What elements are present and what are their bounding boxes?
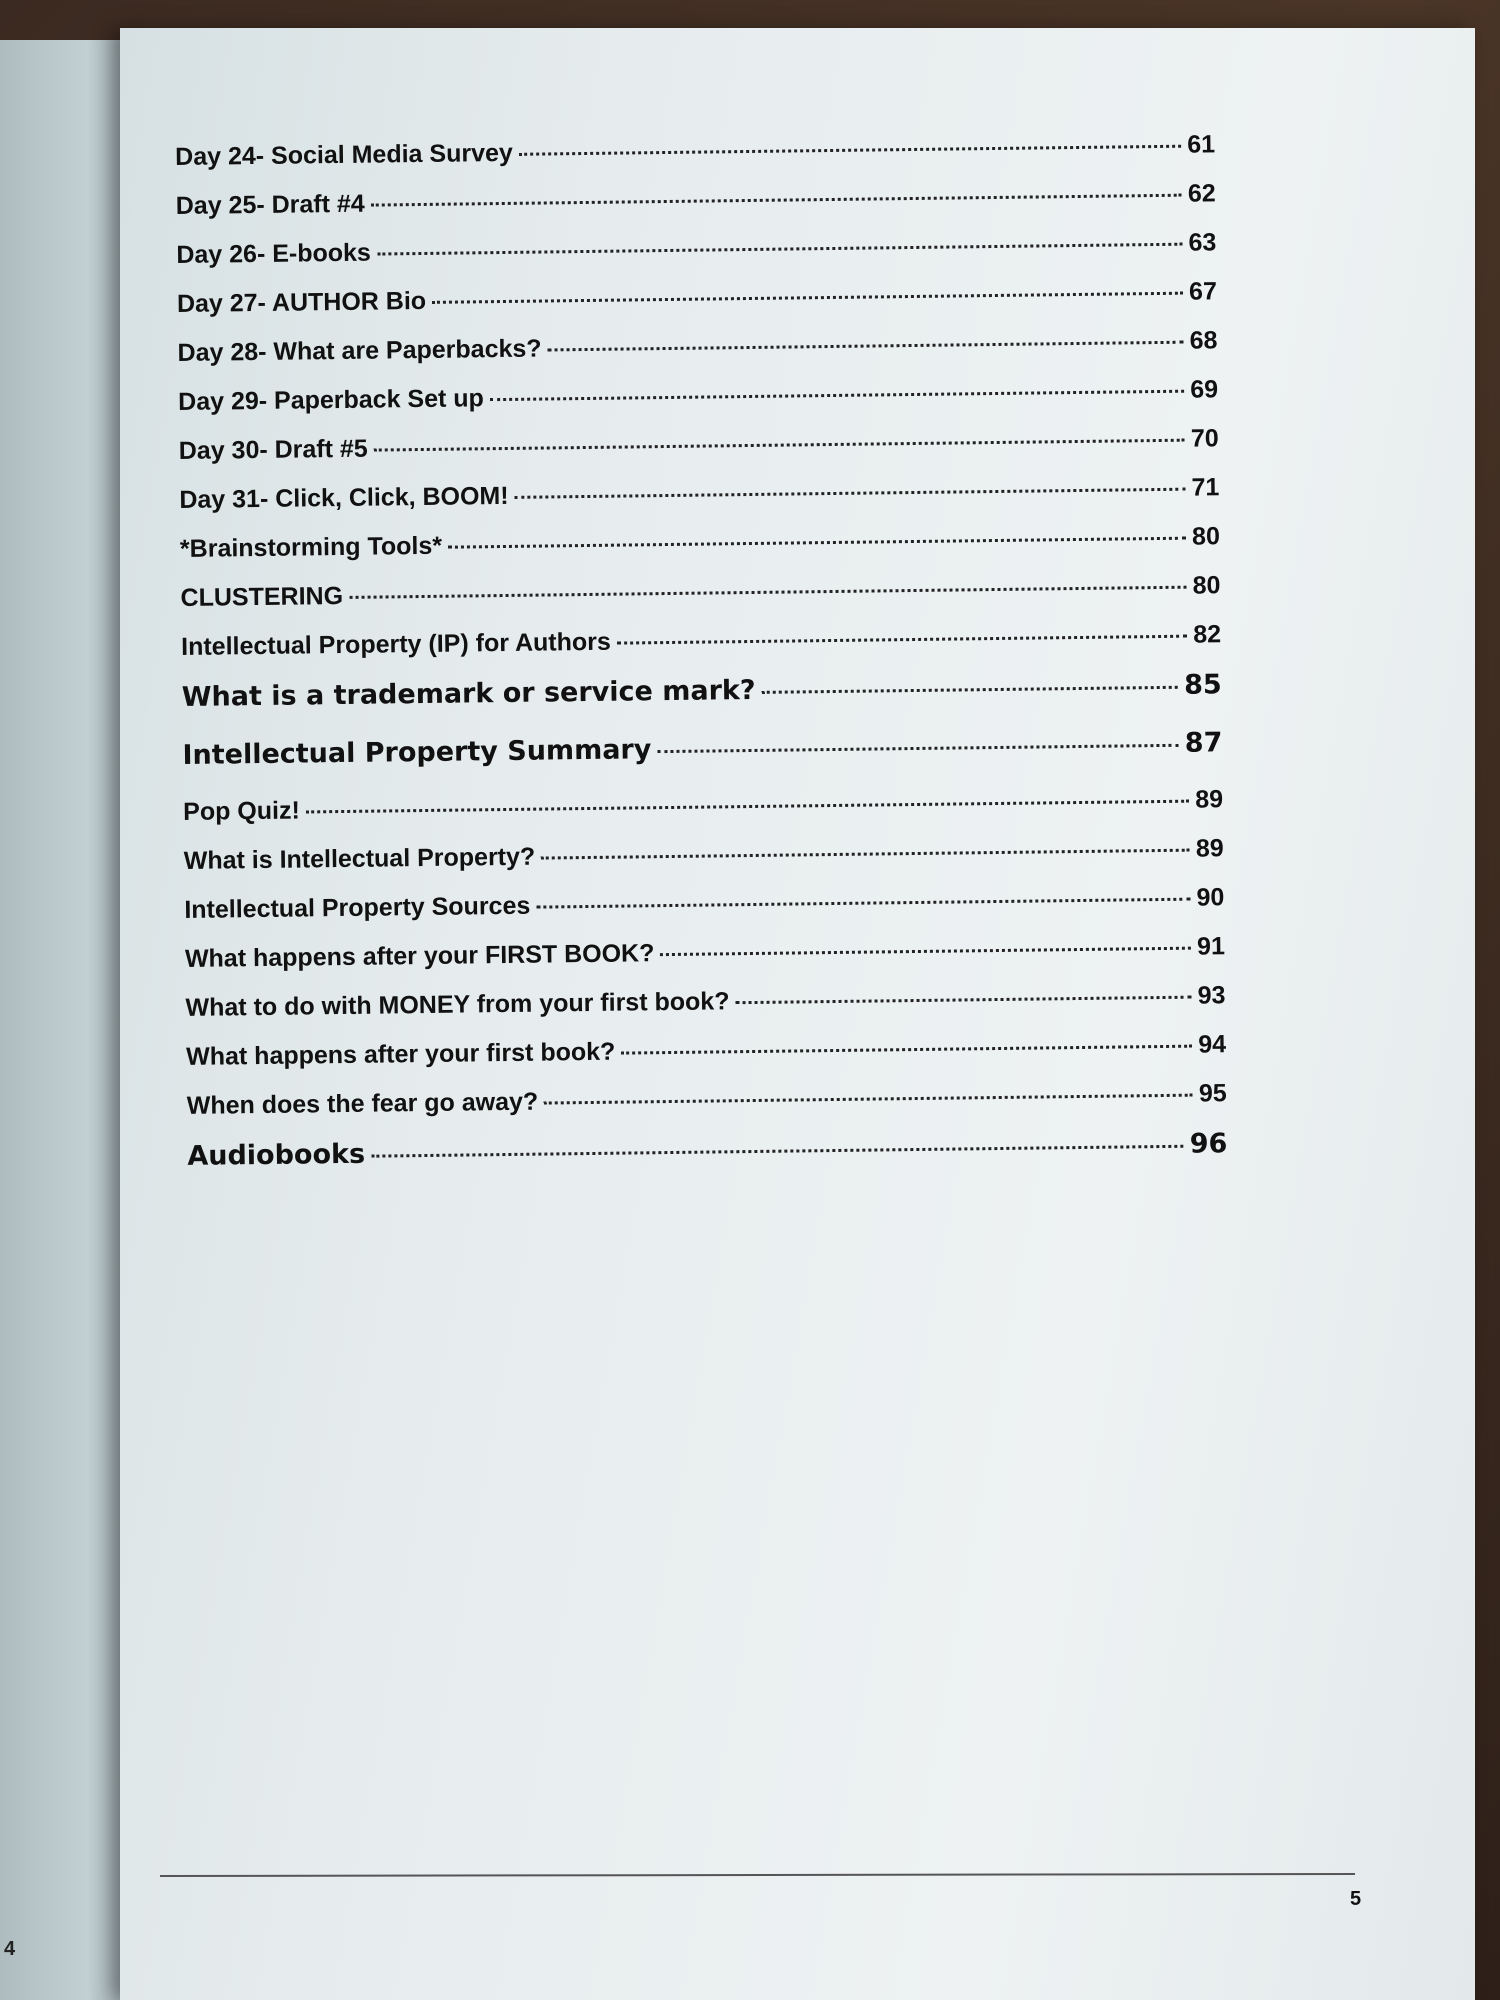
footer-rule <box>160 1873 1355 1877</box>
toc-entry-title: What is a trademark or service mark? <box>181 674 756 713</box>
left-page-number: 4 <box>4 1938 16 1960</box>
toc-entry-page: 67 <box>1188 277 1218 306</box>
toc-entry-page: 90 <box>1196 883 1225 912</box>
toc-entry-title: Pop Quiz! <box>183 796 300 826</box>
toc-leader-dots <box>735 996 1191 1005</box>
toc-entry-page: 95 <box>1198 1079 1227 1108</box>
table-of-contents <box>175 130 1228 1199</box>
toc-leader-dots <box>371 194 1182 207</box>
toc-entry-title: Day 31- Click, Click, BOOM! <box>179 481 509 514</box>
toc-entry-page: 82 <box>1193 620 1222 649</box>
toc-leader-dots <box>432 292 1183 304</box>
book-page <box>120 28 1475 2000</box>
toc-entry-title: CLUSTERING <box>180 581 344 612</box>
toc-entry-page: 71 <box>1191 473 1220 502</box>
toc-leader-dots <box>657 744 1179 753</box>
toc-entry-title: Day 29- Paperback Set up <box>177 384 485 416</box>
toc-leader-dots <box>621 1045 1192 1055</box>
toc-leader-dots <box>377 243 1183 256</box>
toc-leader-dots <box>448 537 1186 549</box>
toc-entry-page: 68 <box>1189 326 1218 355</box>
toc-leader-dots <box>541 849 1190 860</box>
toc-leader-dots <box>548 341 1184 352</box>
toc-entry-page: 96 <box>1189 1128 1228 1160</box>
toc-entry-page: 63 <box>1188 228 1217 257</box>
toc-entry-title: Intellectual Property (IP) for Authors <box>180 627 611 661</box>
toc-entry-page: 62 <box>1187 179 1216 208</box>
toc-entry-page: 93 <box>1197 981 1226 1010</box>
toc-entry-page: 94 <box>1198 1030 1227 1059</box>
toc-leader-dots <box>544 1094 1193 1105</box>
toc-entry-page: 70 <box>1190 424 1219 453</box>
toc-entry-title: Day 27- AUTHOR Bio <box>176 286 427 318</box>
toc-entry-title: Audiobooks <box>187 1138 366 1172</box>
toc-entry-page: 89 <box>1195 834 1224 863</box>
toc-entry-page: 80 <box>1191 522 1221 551</box>
toc-entry-title: Day 26- E-books <box>176 238 372 269</box>
toc-entry-title: Intellectual Property Sources <box>184 891 531 924</box>
toc-entry-page: 85 <box>1183 669 1222 701</box>
toc-entry-page: 61 <box>1187 130 1216 159</box>
page-number: 5 <box>1350 1888 1362 1910</box>
toc-entry-heading <box>187 1128 1228 1199</box>
toc-entry-title: *Brainstorming Tools* <box>179 531 443 563</box>
toc-leader-dots <box>536 898 1190 909</box>
toc-entry-page: 69 <box>1190 375 1219 404</box>
toc-leader-dots <box>306 800 1190 814</box>
toc-entry-page: 89 <box>1195 785 1224 814</box>
left-page <box>0 40 125 2000</box>
toc-entry-title: Intellectual Property Summary <box>182 734 652 771</box>
toc-leader-dots <box>762 686 1179 694</box>
toc-leader-dots <box>660 947 1191 956</box>
toc-entry-title: When does the fear go away? <box>186 1087 539 1120</box>
toc-leader-dots <box>490 390 1184 401</box>
toc-entry-title: What is Intellectual Property? <box>183 842 536 875</box>
toc-entry-page: 80 <box>1192 571 1221 600</box>
toc-leader-dots <box>371 1145 1184 1158</box>
toc-entry-title: Day 30- Draft #5 <box>178 434 368 465</box>
toc-entry-page: 87 <box>1184 727 1223 759</box>
toc-leader-dots <box>374 439 1185 452</box>
toc-leader-dots <box>515 488 1186 499</box>
toc-entry-page: 91 <box>1196 932 1226 961</box>
toc-entry-title: Day 28- What are Paperbacks? <box>177 334 542 367</box>
toc-entry-title: What happens after your first book? <box>185 1037 616 1071</box>
toc-entry-title: Day 25- Draft #4 <box>175 189 365 220</box>
toc-leader-dots <box>617 635 1187 645</box>
toc-entry-title: What happens after your FIRST BOOK? <box>184 939 655 973</box>
toc-entry-title: What to do with MONEY from your first book? <box>185 987 730 1022</box>
toc-leader-dots <box>349 586 1187 599</box>
toc-leader-dots <box>519 145 1182 156</box>
toc-entry-title: Day 24- Social Media Survey <box>175 138 513 171</box>
